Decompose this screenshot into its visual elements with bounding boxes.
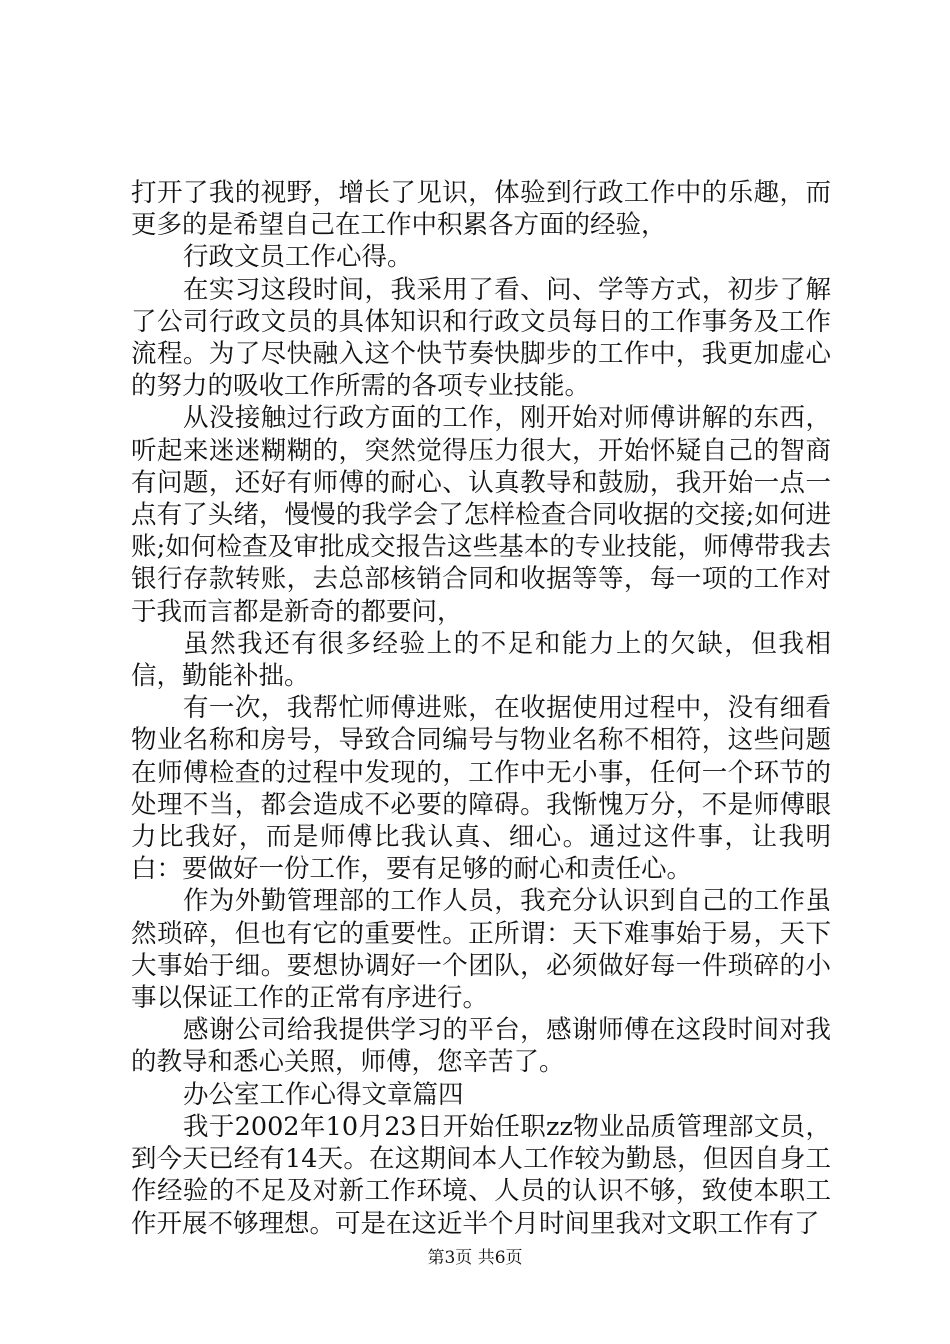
paragraph: 从没接触过行政方面的工作，刚开始对师傅讲解的东西，听起来迷迷糊糊的，突然觉得压力很大，开始怀疑自己的智商有问题，还好有师傅的耐心、认真教导和鼓励，我开始一点一点有了头绪，慢慢的我学会了怎样检查合同收据的交接;如何进账;如何检查及审批成交报告这些基本的专业技能，师傅带我去银行存款转账，去总部核销合同和收据等等，每一项的工作对于我而言都是新奇的都要问， (131, 403, 831, 627)
paragraph: 虽然我还有很多经验上的不足和能力上的欠缺，但我相信，勤能补拙。 (131, 628, 831, 692)
document-body (131, 177, 831, 1240)
paragraph: 有一次，我帮忙师傅进账，在收据使用过程中，没有细看物业名称和房号，导致合同编号与物业名称不相符，这些问题在师傅检查的过程中发现的，工作中无小事，任何一个环节的处理不当，都会造成不必要的障碍。我惭愧万分，不是师傅眼力比我好，而是师傅比我认真、细心。通过这件事，让我明白：要做好一份工作，要有足够的耐心和责任心。 (131, 693, 831, 885)
paragraph: 感谢公司给我提供学习的平台，感谢师傅在这段时间对我的教导和悉心关照，师傅，您辛苦了。 (131, 1015, 831, 1078)
page-number-footer: 第3页 共6页 (427, 1248, 523, 1268)
paragraph-continuation: 打开了我的视野，增长了见识，体验到行政工作中的乐趣，而更多的是希望自己在工作中积累各方面的经验， (131, 178, 831, 241)
section-heading: 办公室工作心得文章篇四 (183, 1079, 464, 1110)
paragraph: 作为外勤管理部的工作人员，我充分认识到自己的工作虽然琐碎，但也有它的重要性。正所谓：天下难事始于易，天下大事始于细。要想协调好一个团队，必须做好每一件琐碎的小事以保证工作的正常有序进行。 (131, 886, 831, 1014)
paragraph: 我于2002年10月23日开始任职zz物业品质管理部文员，到今天已经有14天。在这期间本人工作较为勤恳，但因自身工作经验的不足及对新工作环境、人员的认识不够，致使本职工作开展不够理想。可是在这近半个月时间里我对文职工作有了 (131, 1111, 831, 1239)
paragraph-heading-admin-clerk: 行政文员工作心得。 (183, 242, 413, 273)
paragraph: 在实习这段时间，我采用了看、问、学等方式，初步了解了公司行政文员的具体知识和行政文员每日的工作事务及工作流程。为了尽快融入这个快节奏快脚步的工作中，我更加虚心的努力的吸收工作所需的各项专业技能。 (131, 274, 831, 402)
